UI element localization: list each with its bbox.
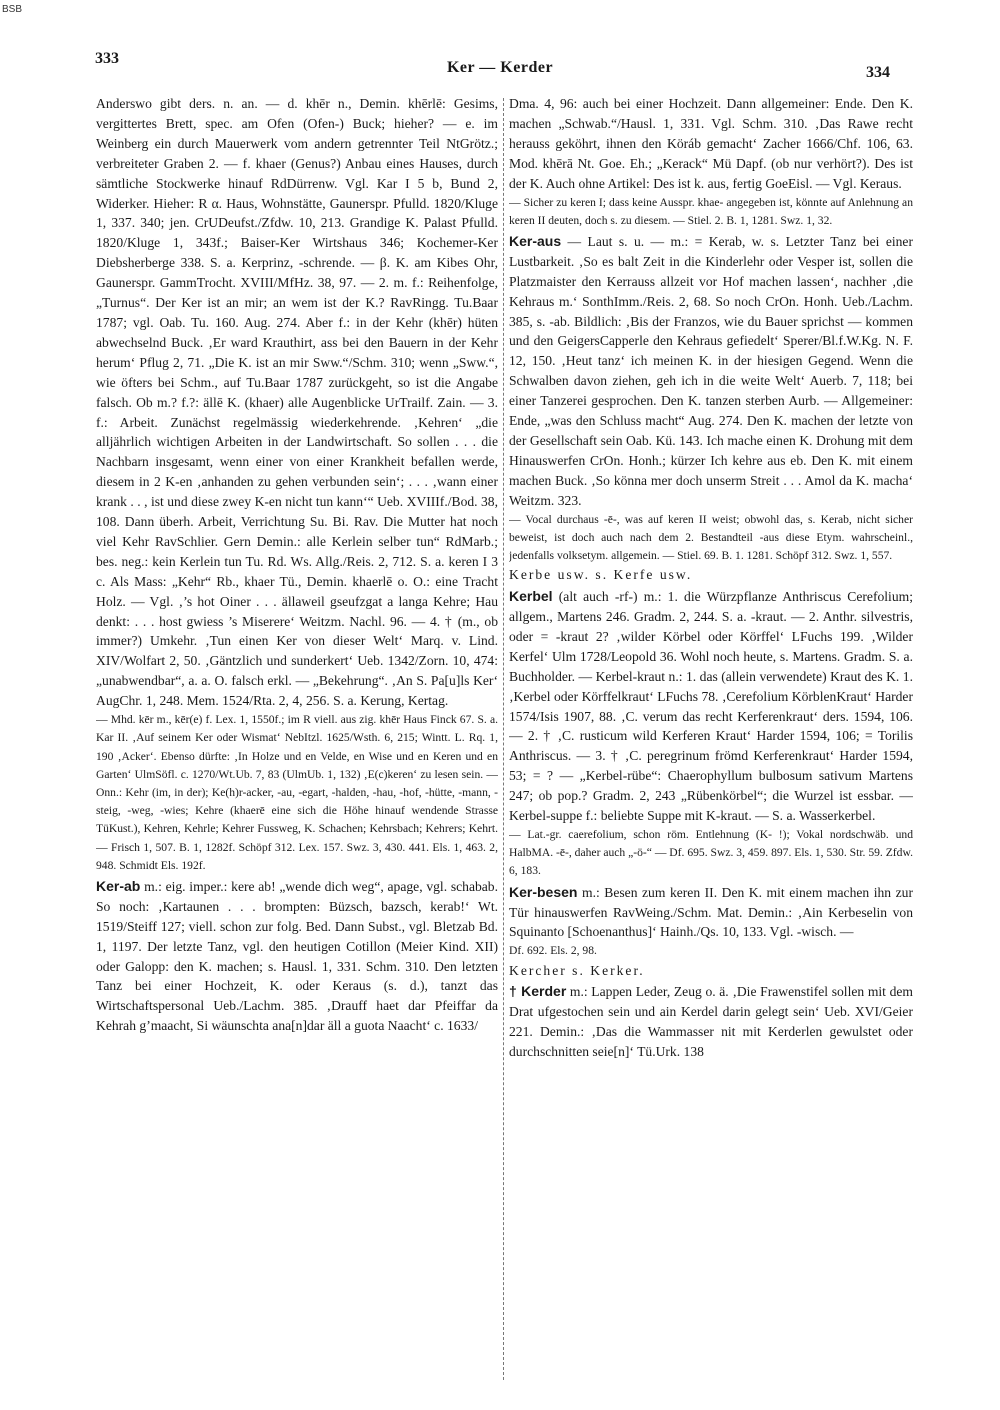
entry-kerder <box>509 982 913 1062</box>
right-column <box>509 94 913 1384</box>
entry-kerab-continuation: Dma. 4, 96: auch bei einer Hochzeit. Dann allgemeiner: Ende. Den K. machen „Schwab.“/Hausl. 1, 331. Vgl. Schm. 310. ‚Das Rawe recht herauss geköhrt, ihnen den Köráb gemacht‘ Zacher 1666/Chf. 106, 63. Mod. khērā Nt. Goe. Eh.; „Kerack“ Mü Dapf. (ob nur verhört?). Des ist der K. Auch ohne Artikel: Des ist k. aus, fertig GoeEisl. — Vgl. Keraus. <box>509 96 913 191</box>
etymology-note-kerab: — Sicher zu keren I; dass keine Ausspr. khae- angegeben ist, könnte auf Anlehnung an keren II deuten, doch s. zu diesem. — Stiel. 2. B. 1, 1281. Swz. 1, 32. <box>509 195 913 227</box>
entry-kerder-text: m.: Lappen Leder, Zeug o. ä. ‚Die Frawenstifel sollen mit dem Drat ufgestochen sein und ain Kerdel darin gelegt sein‘ Ueb. XVI/Geier 221. Demin.: ‚Das die Wammasser nit mit Kerderlen gewulstet oder durchschnitten seie[n]‘ Tü.Urk. 138 <box>509 984 913 1060</box>
library-stamp: BSB <box>2 4 23 15</box>
page-number-left: 333 <box>95 50 119 67</box>
column-divider <box>503 98 504 1380</box>
page-number-right: 334 <box>866 64 890 81</box>
entry-kerab <box>96 877 498 1036</box>
entry-kerab-text: m.: eig. imper.: kere ab! „wende dich weg“, apage, vgl. schabab. So noch: ‚Kartaunen . . . brompten: Büzsch, bazsch, kerab!‘ Wt. 1519/Steiff 127; viell. schon zur folg. Bed. Dann Subst., vgl. Bletzab Bd. 1, 1197. Der letzte Tanz, vgl. den heutigen Cotillon (Meier Kind. XII) oder Galopp: den K. machen; s. Hausl. 1, 331. Schm. 310. Den letzten Tanz bei einer Hochzeit, K. oder Keraus (s. d.), tanzt das Wirtschaftspersonal Ueb./Lachm. 385. ‚Drauff haet dar Pfeiffar da Kehrah g’maacht, Si wäunschta ana[n]dar äll a guota Naacht‘ c. 1633/ <box>96 878 498 1034</box>
reference-note-kerbesen: Df. 692. Els. 2, 98. <box>509 944 597 958</box>
cross-reference-kerbe: Kerbe usw. s. Kerfe usw. <box>509 567 693 583</box>
etymology-note-keraus: — Vocal durchaus -ē-, was auf keren II weist; obwohl das, s. Kerab, nicht sicher beweist, ist doch auch nach dem 2. Bestandteil -aus diese Etym. wahrscheinl., jedenfalls volksetym. allgemein. — Stiel. 69. B. 1. 1281. Schöpf 312. Swz. 1, 557. <box>509 512 913 563</box>
headword-kerbel: Kerbel <box>509 588 553 605</box>
entry-kerbel <box>509 587 913 826</box>
etymology-note-ker: — Mhd. kēr m., kēr(e) f. Lex. 1, 1550f.; im R viell. aus zig. khēr Haus Finck 67. S. a. Kar II. ‚Auf seinem Ker oder Wismat‘ NebItzl. 1625/Wsth. 6, 215; Wintt. L. Rq. 1, 190 ‚Acker‘. Ebenso dürfte: ‚In Holze und en Velde, en Wise und en Keren und en Garten‘ UlmSöfl. c. 1270/Wt.Ub. 7, 83 (UlmUb. 1, 132) ‚E(c)keren‘ zu lesen sein. — Onn.: Kehr (im, in der); Ke(h)r-acker, -au, -egart, -halden, -hau, -hof, -hütte, -mann, -steig, -weg, -wies; Kehre (khaerē eine sich die Höhe hinauf wendende Strasse TüKust.), Kehren, Kehrle; Kehrer Fussweg, K. Schachen; Kehrsbach; Kehrers; Kehrt. — Frisch 1, 507. B. 1, 1282f. Schöpf 312. Lex. 157. Swz. 3, 430. 441. Els. 1, 463. 2, 948. Schmidt Els. 192f. <box>96 713 498 872</box>
left-column <box>96 94 498 1384</box>
entry-kerbel-text: (alt auch -rf-) m.: 1. die Würzpflanze Anthriscus Cerefolium; allgem., Martens 246. Gradm. 2, 244. S. a. -kraut. — 2. Anthr. silvestris, oder = -kraut 2? ‚wilder Körbel oder Körffel‘ LFuchs 199. ‚Wilder Kerfel‘ Ulm 1728/Leopold 36. Wohl noch heute, s. Martens. Gradm. S. a. Buchholder. — Kerbel-kraut n.: 1. das (allein verwendete) Kraut des K. 1. ‚Kerbel oder Körffelkraut‘ LFuchs 78. ‚Cerefolium KörblenKraut‘ Harder 1574/Isis 1907, 88. ‚C. verum das recht Kerferenkraut‘ ders. 1594, 106. — 2. † ‚C. rusticum wild Kerferen Kraut‘ Harder 1594, 106; = Torilis Anthriscus. — 3. † ‚C. peregrinum frömd Kerferenkraut‘ Harder 1594, 53; = ? — „Kerbel-rübe“: Chaerophyllum bulbosum sativum Martens 247; ob pop.? Gradm. 2, 243 „Rübenkörbel“; die Wurzel ist essbar. — Kerbel-suppe f.: beliebte Suppe mit K-kraut. — S. a. Wasserkerbel. <box>509 589 913 824</box>
entry-kerbesen-text: m.: Besen zum keren II. Den K. mit einem machen ihn zur Tür hinauswerfen RavWeing./Schm. Mat. Demin.: ‚Ain Kerbeselin von Squinanto [Schoenanthus]‘ Hainh./Qs. 10, 133. Vgl. -wisch. — <box>509 884 913 940</box>
headword-kerder: † Kerder <box>509 983 567 1000</box>
entry-kerbesen <box>509 883 913 943</box>
entry-keraus <box>509 232 913 511</box>
cross-reference-kercher: Kercher s. Kerker. <box>509 962 645 978</box>
entry-ker-continuation: Anderswo gibt ders. n. an. — d. khēr n., Demin. khērlē: Gesims, vergittertes Brett, spec. am Ofen (Ofen-) Buck; hieher? — e. im Weinberg ein durch Mauerwerk vom andern getrennter Teil NtGrötz.; verbreiteter Graben 2. — f. khaer (Genus?) Anbau eines Hauses, durch sämtliche Stockwerke hinauf RdDürrenw. Vgl. Kar I 5 b, Bund 2, Widerker. Hieher: R α. Haus, Wohnstätte, Gaunerspr. Pfulld. 1820/Kluge 1, 337. 340; jen. CrUDeufst./Zfdw. 10, 213. Grandige K. Palast Pfulld. 1820/Kluge 1, 343f.; Baiser-Ker Wirtshaus 346; Kochemer-Ker Diebsherberge 338. S. a. Kerprinz, -schrende. — β. K. am Kibes Ohr, Gaunerspr. GammTrocht. XVIII/MfHz. 38, 97. — 2. m. f.: Reihenfolge, „Turnus“. Der Ker ist an mir; an wem ist der K.? RavRingg. Tu.Baar 1787; vgl. Oab. Tu. 160. Aug. 274. Aber f.: in der Kehr (khēr) hüten abwechselnd Buck. ‚Er ward Krauthirt, ass bei den Bauern in der Kehr herum‘ Pflug 2, 71. „Die K. ist an mir Sww.“/Schm. 310; wenn „Sww.“, wie öfters bei Schm., auf Tu.Baar 1787 zurückgeht, so ist die Angabe falsch. Ob m.? f.?: ällē K. (khaer) alle Augenblicke UrTrailf. Zain. — 3. f.: Arbeit. Zunächst regelmässig wiederkehrende. ‚Kehren‘ „die alljährlich wichtigen Arbeiten in der Landwirtschaft. So sollen . . . die Nachbarn insgesamt, wenn einer von einer Krankheit befallen werde, diesem in 2 K-en ‚anhanden zu gehen verbunden sein‘; . . . ‚wann einer krank . . , ist und diese zwey K-en nicht tun kann‘“ Ueb. XVIIIf./Bod. 38, 108. Dann überh. Arbeit, Verrichtung Su. Bi. Rav. Die Mutter hat noch viel Kehr RavSchlier. Gern Demin.: alle Kerlein selber tun“ RdMarb.; bes. neg.: kein Kerlein tun Tu. Rd. Ws. Allg./Reis. 2, 712. S. a. keren I 3 c. Als Mass: „Kehr“ Rb., khaer Tü., Demin. khaerlē o. O.: eine Tracht Holz. — Vgl. ‚’s hot Oiner . . . ällaweil gseufzgat a langa Kehre; Hau denkt: . . . host gwiess ’s Miserere‘ Weitzm. Nachl. 96. — 4. † (m., ob immer?) Umkehr. ‚Tun einen Ker von dieser Welt‘ Marq. v. Lind. XIV/Wolfart 2, 50. ‚Gäntzlich und sunderkert‘ Ueb. 1342/Zorn. 10, 474: „unabwendbar“, a. a. O. falsch erkl. — „Bekehrung“. ‚An S. Pa[u]ls Ker‘ AugChr. 1, 248. Mem. 1524/Rta. 2, 4, 256. S. a. Kerung, Kertag. <box>96 96 498 709</box>
headword-kerbesen: Ker-besen <box>509 883 578 900</box>
running-title: Ker — Kerder <box>446 59 554 76</box>
entry-keraus-text: — Laut s. u. — m.: = Kerab, w. s. Letzter Tanz bei einer Lustbarkeit. ‚So es balt Zeit in die Kinderlehr oder Vesper ist, sollen die Platzmaister den Kerrauss allzeit vor Hof machen lassen‘, nachher ‚die Kehraus m.‘ SonthImm./Reis. 2, 68. So noch CrOn. Honh. Ueb./Lachm. 385, s. -ab. Bildlich: ‚Bis der Franzos, wie du Bauer sprichst — kommen und den GeigersCapperle den Kehraus gefiedelt‘ Sperer/Bl.f.W.Kg. N. F. 12, 150. ‚Heut tanz‘ ich meinen K. in der hiesigen Gegend. Wenn die Schwalben davon ziehen, geh ich in die weite Welt‘ Auerb. 7, 118; bei einer Tanzerei gesprochen. Den K. tanzen sterben Aurb. — Allgemeiner: Ende, „was den Schluss macht“ Aug. 274. Den K. machen der letzte von der Gesellschaft sein Oab. Kü. 143. Ich mache einen K. Drohung mit dem Hinauswerfen CrOn. Honh.; kürzer Ich kehre aus eb. Den K. mit einem machen Buck. ‚So könna mer doch unserm Streit . . . Amol da K. macha‘ Weitzm. 323. <box>509 233 913 508</box>
headword-keraus: Ker-aus <box>509 232 562 249</box>
headword-kerab: Ker-ab <box>96 877 141 894</box>
etymology-note-kerbel: — Lat.-gr. caerefolium, schon röm. Entlehnung (K- !); Vokal nordschwäb. und HalbMA. -ē-, daher auch „-ö-“ — Df. 695. Swz. 3, 459. 897. Els. 1, 530. Str. 59. Zfdw. 6, 183. <box>509 828 913 878</box>
